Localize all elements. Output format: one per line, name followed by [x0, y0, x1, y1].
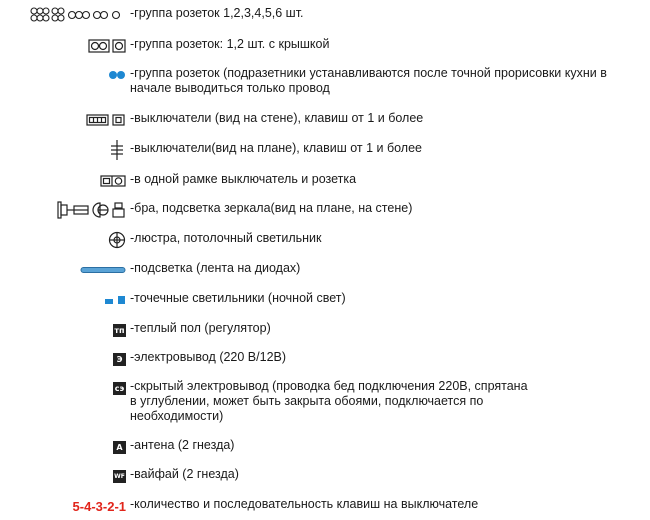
led-strip-icon — [80, 266, 126, 274]
legend-text: -группа розеток (подразетники устанавливаются после точной прорисовки кухни в начале выводиться только провод — [130, 66, 607, 95]
legend-text: -в одной рамке выключатель и розетка — [130, 172, 357, 186]
floor-heat-icon: тп — [114, 325, 125, 335]
legend-text: -группа розеток: 1,2 шт. с крышкой — [130, 37, 330, 51]
legend-text: -электровывод (220 В/12В) — [130, 350, 287, 364]
switch-socket-icon — [100, 175, 126, 187]
legend-text: -теплый пол (регулятор) — [130, 321, 271, 335]
legend-text: -люстра, потолочный светильник — [130, 231, 322, 245]
legend-text: -выключатели (вид на стене), клавиш от 1 и более — [130, 111, 424, 125]
antenna-icon: А — [113, 441, 126, 454]
legend-text: -количество и последовательность клавиш на выключателе — [130, 497, 479, 511]
sconce-icon — [56, 201, 126, 219]
wifi-icon: WF — [113, 470, 126, 483]
chandelier-icon — [108, 231, 126, 249]
electrical-outlet-icon: Э — [113, 353, 126, 366]
legend-text: -выключатели(вид на плане), клавиш от 1 и более — [130, 141, 423, 155]
socket-group-6-icon — [30, 7, 126, 23]
hidden-outlet-icon: сэ — [114, 383, 125, 393]
socket-wire-icon — [108, 70, 126, 80]
spotlight-icon — [104, 295, 126, 305]
legend-text: -антена (2 гнезда) — [130, 438, 235, 452]
legend-text: -группа розеток 1,2,3,4,5,6 шт. — [130, 6, 304, 20]
socket-cover-icon — [88, 39, 126, 53]
legend-text: -бра, подсветка зеркала(вид на плане, на стене) — [130, 201, 413, 215]
switch-plan-icon — [110, 140, 124, 160]
legend-text: -подсветка (лента на диодах) — [130, 261, 301, 275]
key-sequence-code: 5-4-3-2-1 — [72, 498, 126, 514]
legend-text: -скрытый электровывод (проводка бед подключения 220В, спрятана в углублении, может быть закрыта обоями, подключается по необходимости) — [130, 379, 528, 423]
legend-text: -вайфай (2 гнезда) — [130, 467, 239, 481]
switch-wall-icon — [86, 114, 126, 126]
legend-text: -точечные светильники (ночной свет) — [130, 291, 346, 305]
